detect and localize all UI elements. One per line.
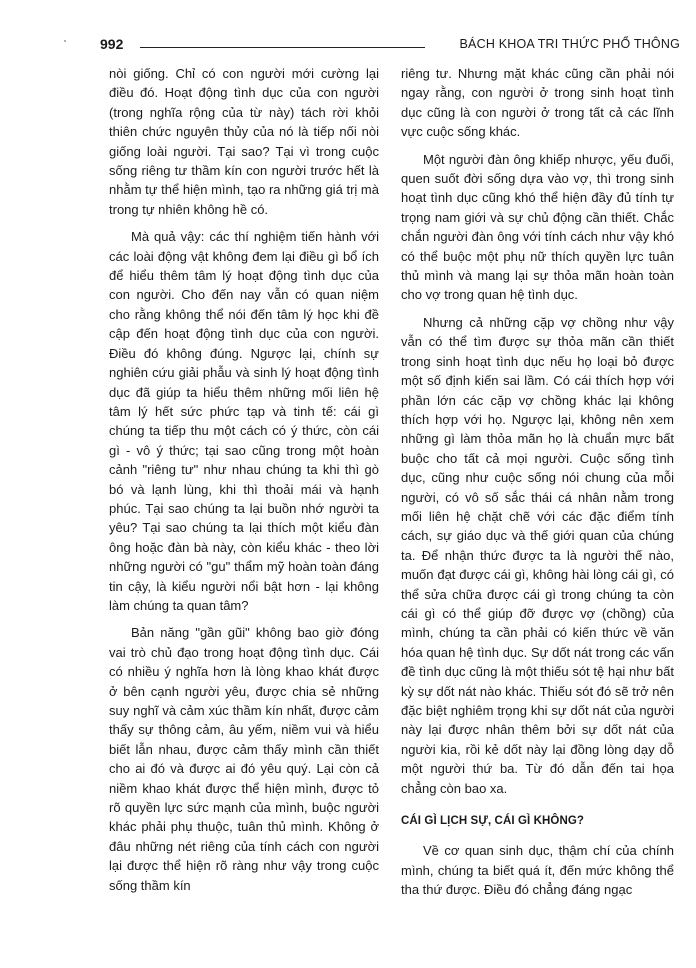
paragraph: Nhưng cả những cặp vợ chồng như vậy vẫn có thể tìm được sự thỏa mãn cần thiết trong sinh hoạt tình dục nếu họ loại bỏ được một số định kiến sai lầm. Có cái thích hợp với phần lớn các cặp vợ chồng khác lại không thích hợp với họ. Ngược lại, không nên xem những gì làm thỏa mãn họ là chuẩn mực bất buộc cho tất cả mọi người. Cuộc sống tình dục, cũng như cuộc sống nói chung của mỗi người, có vô số sắc thái cá nhân nằm trong mối liên hệ chặt chẽ với các đặc điểm tính cách, sự giáo dục và thế giới quan của chúng ta. Để nhận thức được ta là người thế nào, muốn đạt được cái gì, không hài lòng cái gì, có thể sửa chữa được cái gì trong chúng ta còn cái gì có thể giúp đỡ được vợ (chồng) của mình, chúng ta cần phải có kiến thức về văn hóa quan hệ tình dục. Sự dốt nát trong các vấn đề tình dục cũng là một thiếu sót tệ hại như bất kỳ sự dốt nát nào khác. Thiếu sót đó sẽ trở nên đặc biệt nghiêm trọng khi sự dốt nát của người này lại được nhân thêm bởi sự dốt nát của người kia, rồi kẻ dốt này lại đồng lòng dạy dỗ một người thứ ba. Từ đó dẫn đến tai họa chẳng còn bao xa. (401, 314, 674, 796)
paragraph: Mà quả vậy: các thí nghiệm tiến hành với các loài động vật không đem lại điều gì bổ ích để hiểu thêm tâm lý hoạt động tình dục của con người. Cho đến nay vẫn có quan niệm cho rằng không thể nói đến tâm lý học khi đề cập đến hoạt động tình dục của con người. Điều đó không đúng. Ngược lại, chính sự nghiên cứu giải phẫu và sinh lý hoạt động tình dục đã giúp ta hiểu thêm những mối liên hệ tâm lý hết sức phức tạp và tinh tế: cái gì chúng ta tiếp thu một cách có ý thức, còn cái gì - vô ý thức; tại sao cũng trong một hoàn cảnh "riêng tư" như nhau chúng ta khi thì gò bó và lạnh lùng, khi thì thoải mái và hạnh phúc. Tại sao chúng ta lại buồn nhớ người ta yêu? Tại sao chúng ta lại thích một kiểu đàn ông hoặc đàn bà này, còn kiểu khác - theo lời những người có "gu" thẩm mỹ hoàn toàn đáng tin cậy, là kiểu người nổi bật hơn - lại không làm chúng ta quan tâm? (109, 229, 379, 613)
paragraph: Về cơ quan sinh dục, thậm chí của chính mình, chúng ta biết quá ít, đến mức không thể tha thứ được. Điều đó chẳng đáng ngạc (401, 843, 674, 898)
paragraph: riêng tư. Nhưng mặt khác cũng cần phải nói ngay rằng, con người ở trong sinh hoạt tình dục cũng là con người ở trong tất cả các lĩnh vực cuộc sống khác. (401, 66, 674, 140)
page-number: 992 (100, 36, 124, 52)
scan-speck (64, 40, 66, 42)
paragraph: Một người đàn ông khiếp nhược, yếu đuối, quen suốt đời sống dựa vào vợ, thì trong sinh hoạt tình dục cũng khó thể hiện đầy đủ tính tự trọng nam giới và sự chủ động cần thiết. Chắc chắn người đàn ông với tính cách như vậy khó có thể buộc một phụ nữ thích quyền lực tuân thủ mình và mang lại sự thỏa mãn hoàn toàn cho vợ trong quan hệ tình dục. (401, 151, 674, 303)
left-column (109, 64, 379, 903)
right-column (401, 64, 674, 908)
section-heading: CÁI GÌ LỊCH SỰ, CÁI GÌ KHÔNG? (401, 815, 585, 828)
running-title: BÁCH KHOA TRI THỨC PHỔ THÔNG (459, 37, 680, 51)
paragraph: Bản năng "gần gũi" không bao giờ đóng vai trò chủ đạo trong hoạt động tình dục. Cái có nhiều ý nghĩa hơn là lòng khao khát được ở bên cạnh người yêu, được chia sẻ những suy nghĩ và cảm xúc thầm kín nhất, được cảm thấy sự thông cảm, âu yếm, niềm vui và hiểu biết lẫn nhau, được cảm thấy mình cần thiết cho ai đó và được ai đó yêu quý. Lại còn cả niềm khao khát được thể hiện mình, được tỏ rõ quyền lực sức mạnh của mình, buộc người khác phải phụ thuộc, tuân thủ mình. Không ở đâu những nét riêng của tính cách con người lại được thể hiện rõ ràng như vậy trong cuộc sống thầm kín (109, 625, 379, 893)
paragraph: nòi giống. Chỉ có con người mới cường lại điều đó. Hoạt động tình dục của con người (trong nghĩa rộng của từ này) tách rời khỏi thiên chức nguyên thủy của nó là tiếp nối nòi giống loài người. Tại sao? Tại vì trong cuộc sống riêng tư thầm kín con người trước hết là nhằm tự thể hiện mình, tạo ra những giá trị mà trong tự nhiên không hề có. (109, 66, 379, 217)
page-header (100, 34, 680, 56)
header-rule (140, 47, 425, 48)
